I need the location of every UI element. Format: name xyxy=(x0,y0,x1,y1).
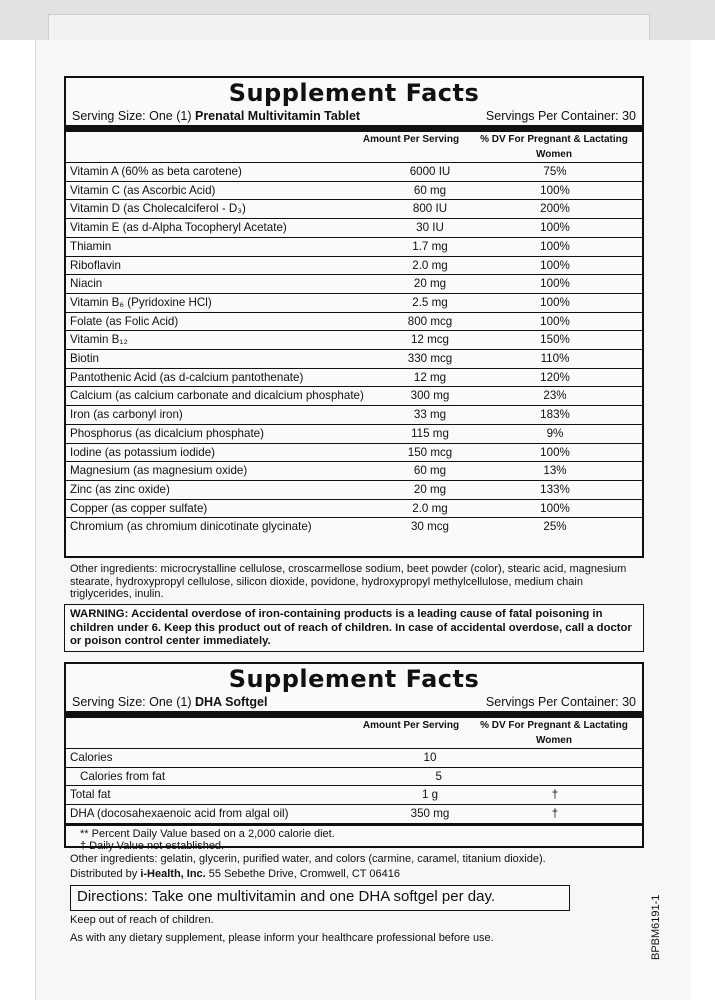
nutrient-amount: 2.5 mg xyxy=(412,295,448,309)
nutrient-amount: 1 g xyxy=(421,788,439,802)
nutrient-row xyxy=(66,275,642,294)
nutrient-amount: 5 xyxy=(435,769,442,783)
nutrient-name: Vitamin B₁₂ xyxy=(70,333,128,347)
nutrient-dv: 9% xyxy=(546,426,564,440)
nutrient-amount: 150 mcg xyxy=(407,445,453,459)
nutrient-dv: 150% xyxy=(540,333,570,347)
nutrient-name: Calories xyxy=(70,751,113,764)
nutrient-amount: 6000 IU xyxy=(409,165,451,178)
nutrient-row xyxy=(66,406,642,425)
nutrient-name: Riboflavin xyxy=(70,258,121,272)
nutrient-amount: 60 mg xyxy=(413,183,447,197)
nutrient-amount: 30 IU xyxy=(416,221,444,235)
nutrient-name: Vitamin A (60% as beta carotene) xyxy=(70,165,242,178)
box-top-flap xyxy=(48,14,650,43)
dha-footnote-dv: ** Percent Daily Value based on a 2,000 calorie diet. xyxy=(80,827,335,840)
distributor-address: 55 Sebethe Drive, Cromwell, CT 06416 xyxy=(208,868,400,880)
nutrient-dv: 183% xyxy=(540,408,570,422)
nutrient-amount: 10 xyxy=(423,751,437,764)
nutrient-name: Thiamin xyxy=(70,239,112,253)
nutrient-row xyxy=(66,331,642,350)
nutrient-row xyxy=(66,387,642,406)
nutrient-name: Iodine (as potassium iodide) xyxy=(70,445,216,459)
nutrient-amount: 1.7 mg xyxy=(412,239,448,253)
nutrient-amount: 2.0 mg xyxy=(412,258,448,272)
nutrient-dv: 23% xyxy=(543,389,567,403)
nutrient-name: DHA (docosahexaenoic acid from algal oil) xyxy=(70,807,289,821)
nutrient-row xyxy=(66,425,642,444)
nutrient-name: Copper (as copper sulfate) xyxy=(70,501,208,515)
multivitamin-facts-panel xyxy=(64,76,644,558)
nutrient-amount: 33 mg xyxy=(413,408,447,422)
nutrient-row xyxy=(66,805,642,823)
multivitamin-servings-per-container: Servings Per Container: 30 xyxy=(485,109,636,123)
nutrient-dv: 200% xyxy=(540,202,570,216)
nutrient-dv: 100% xyxy=(540,295,570,309)
dha-serving-size xyxy=(72,694,267,711)
nutrient-amount: 60 mg xyxy=(413,464,447,478)
nutrient-name: Biotin xyxy=(70,352,100,366)
spacer xyxy=(66,718,356,748)
nutrient-name: Zinc (as zinc oxide) xyxy=(70,482,170,496)
serving-size-prefix: Serving Size: One (1) xyxy=(72,109,192,123)
col-dv: % DV For Pregnant & Lactating Women xyxy=(480,720,628,746)
nutrient-name: Calories from fat xyxy=(80,769,166,783)
multivitamin-serving-size xyxy=(72,108,360,125)
nutrient-row xyxy=(66,786,642,805)
nutrient-amount: 2.0 mg xyxy=(412,501,448,515)
nutrient-row xyxy=(66,444,642,463)
col-amount: Amount Per Serving xyxy=(362,720,460,731)
directions: Directions: Take one multivitamin and one DHA softgel per day. xyxy=(70,885,570,911)
nutrient-row xyxy=(66,481,642,500)
col-dv: % DV For Pregnant & Lactating Women xyxy=(480,134,628,160)
nutrient-dv: 100% xyxy=(540,258,570,272)
nutrient-row xyxy=(66,768,642,787)
multivitamin-other-ingredients: Other ingredients: microcrystalline cellulose, croscarmellose sodium, beet powder (color), stearic acid, magnesium stearate, hydroxypropyl cellulose, silicon dioxide, povidone, hydroxypropyl methylcellulose, medium chain triglycerides, inulin. xyxy=(70,563,627,600)
distributor-line xyxy=(70,868,650,881)
nutrient-dv xyxy=(477,768,642,786)
nutrient-dv: 100% xyxy=(540,445,570,459)
nutrient-amount: 115 mg xyxy=(411,426,449,440)
dha-facts-panel xyxy=(64,662,644,853)
nutrient-amount: 12 mcg xyxy=(410,333,450,347)
nutrient-name: Vitamin D (as Cholecalciferol - D₃) xyxy=(70,202,246,216)
spacer xyxy=(66,132,356,162)
nutrient-amount: 30 mcg xyxy=(410,520,450,534)
nutrient-dv: † xyxy=(551,807,559,821)
nutrient-row xyxy=(66,200,642,219)
nutrient-name: Niacin xyxy=(70,277,103,291)
dha-column-header xyxy=(66,718,642,749)
nutrient-row xyxy=(66,518,642,536)
nutrient-dv: 75% xyxy=(543,165,567,178)
thick-rule xyxy=(66,125,642,132)
nutrient-dv: 13% xyxy=(543,464,567,478)
nutrient-amount: 20 mg xyxy=(413,482,447,496)
dha-servings-per-container: Servings Per Container: 30 xyxy=(485,695,636,709)
nutrient-name: Total fat xyxy=(70,788,111,802)
nutrient-dv: 25% xyxy=(543,520,567,534)
nutrient-name: Magnesium (as magnesium oxide) xyxy=(70,464,248,478)
nutrient-amount: 800 mcg xyxy=(407,314,453,328)
nutrient-amount: 800 IU xyxy=(412,202,448,216)
nutrient-row xyxy=(66,313,642,332)
nutrient-dv: 110% xyxy=(540,352,570,366)
col-amount: Amount Per Serving xyxy=(362,134,460,145)
dha-serving-line xyxy=(66,694,642,711)
thick-rule xyxy=(66,711,642,718)
nutrient-name: Vitamin C (as Ascorbic Acid) xyxy=(70,183,216,197)
nutrient-row xyxy=(66,163,642,182)
nutrient-dv: 100% xyxy=(540,314,570,328)
distributor-name: i-Health, Inc. xyxy=(140,868,206,880)
nutrient-dv: † xyxy=(551,788,559,802)
multivitamin-serving-line xyxy=(66,108,642,125)
multivitamin-rows xyxy=(66,163,642,536)
nutrient-amount: 12 mg xyxy=(413,370,447,384)
nutrient-amount: 300 mg xyxy=(410,389,450,403)
distributed-prefix: Distributed by xyxy=(70,868,138,880)
nutrient-row xyxy=(66,462,642,481)
nutrient-name: Iron (as carbonyl iron) xyxy=(70,408,183,422)
nutrient-dv: 133% xyxy=(540,482,570,496)
nutrient-dv: 100% xyxy=(540,221,570,235)
nutrient-name: Vitamin E (as d-Alpha Tocopheryl Acetate) xyxy=(70,221,287,235)
multivitamin-column-header xyxy=(66,132,642,163)
serving-size-prefix: Serving Size: One (1) xyxy=(72,695,192,709)
nutrient-dv: 100% xyxy=(540,239,570,253)
keep-out-text: Keep out of reach of children. xyxy=(70,914,214,926)
nutrient-dv: 100% xyxy=(540,183,570,197)
nutrient-name: Folate (as Folic Acid) xyxy=(70,314,179,328)
dha-facts-title: Supplement Facts xyxy=(228,665,480,693)
serving-size-product: DHA Softgel xyxy=(194,695,268,709)
nutrient-row xyxy=(66,294,642,313)
nutrient-amount: 350 mg xyxy=(410,807,450,821)
dha-other-ingredients: Other ingredients: gelatin, glycerin, purified water, and colors (carmine, caramel, titanium dioxide). xyxy=(70,853,546,865)
nutrient-row xyxy=(66,238,642,257)
nutrient-name: Chromium (as chromium dinicotinate glycinate) xyxy=(70,520,312,534)
multivitamin-facts-title: Supplement Facts xyxy=(228,79,480,107)
nutrient-dv: 100% xyxy=(540,501,570,515)
nutrient-name: Vitamin B₆ (Pyridoxine HCl) xyxy=(70,295,212,309)
dha-footnote-dagger: † Daily Value not established. xyxy=(80,840,225,853)
nutrient-dv: 100% xyxy=(540,277,570,291)
nutrient-row xyxy=(66,369,642,388)
nutrient-dv xyxy=(470,749,640,767)
nutrient-row xyxy=(66,219,642,238)
serving-size-product: Prenatal Multivitamin Tablet xyxy=(194,109,361,123)
nutrient-name: Calcium (as calcium carbonate and dicalcium phosphate) xyxy=(70,389,364,403)
nutrient-name: Pantothenic Acid (as d-calcium pantothenate) xyxy=(70,370,304,384)
nutrient-row xyxy=(66,350,642,369)
nutrient-row xyxy=(66,749,642,768)
nutrient-amount: 20 mg xyxy=(413,277,447,291)
product-code: BPBM6191-1 xyxy=(650,894,662,960)
nutrient-row xyxy=(66,182,642,201)
iron-warning: WARNING: Accidental overdose of iron-containing products is a leading cause of fatal poisoning in children under 6. Keep this product out of reach of children. In case of accidental overdose, call a doctor or poison control center immediately. xyxy=(64,604,644,652)
dha-rows xyxy=(66,749,642,823)
nutrient-dv: 120% xyxy=(540,370,570,384)
nutrient-row xyxy=(66,500,642,519)
nutrient-row xyxy=(66,257,642,276)
nutrient-name: Phosphorus (as dicalcium phosphate) xyxy=(70,426,264,440)
nutrient-amount: 330 mcg xyxy=(407,352,453,366)
healthcare-advice: As with any dietary supplement, please inform your healthcare professional before use. xyxy=(70,932,494,944)
